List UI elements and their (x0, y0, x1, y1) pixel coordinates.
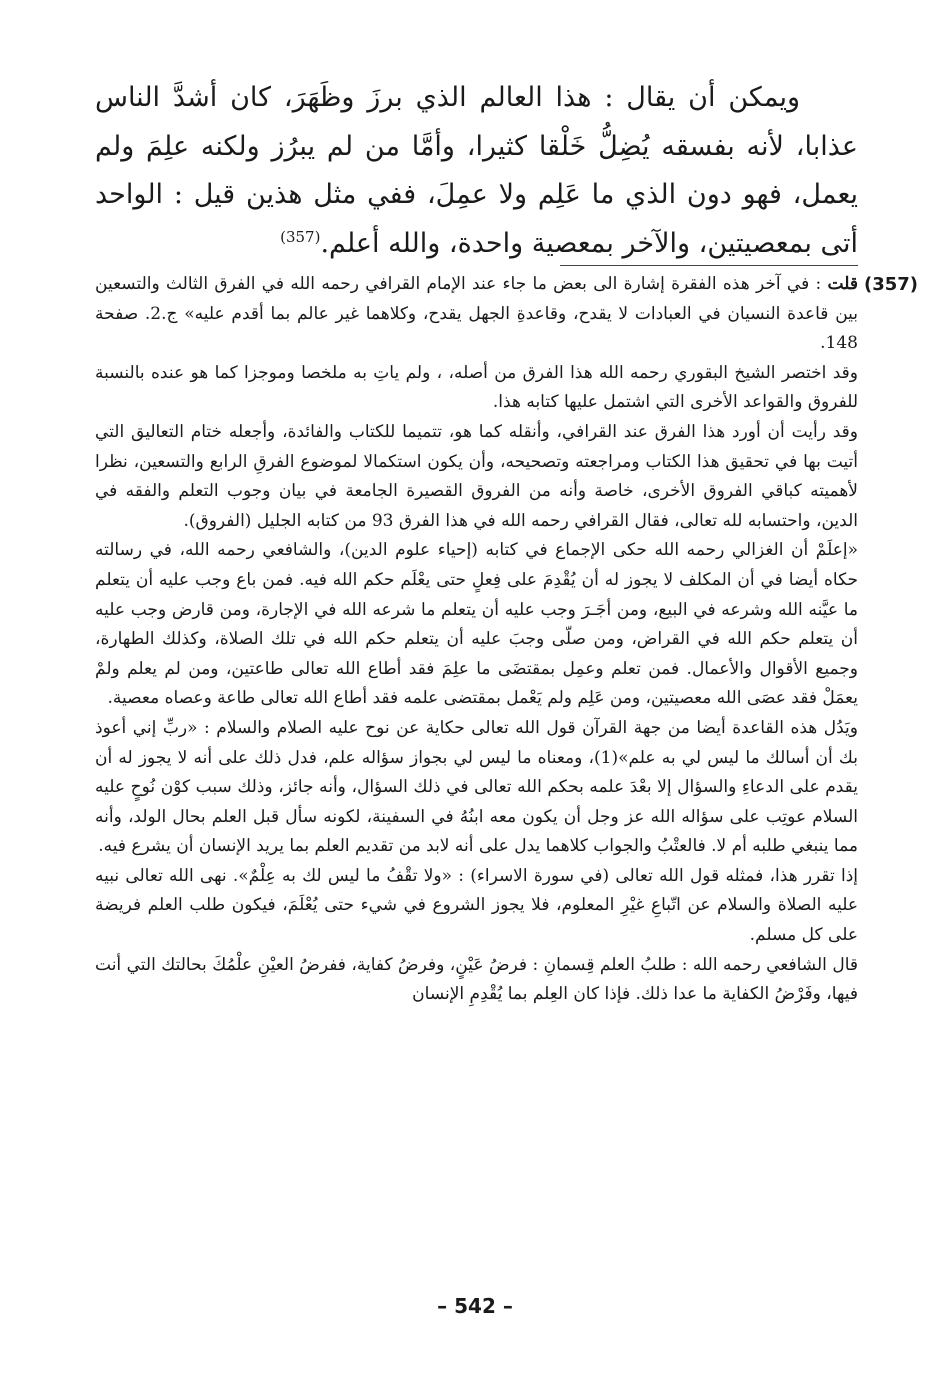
footnote-paragraph-5: ويَدُل هذه القاعدة أيضا من جهة القرآن قول الله تعالى حكاية عن نوح عليه الصلام والسلام : «ربِّ إني أعوذ بك أن أسالك ما ليس لي به علم»(1)، ومعناه ما ليس لي بجواز سؤاله علم، فدل ذلك على أنه لا يجوز له أن يقدم على الدعاءِ والسؤال إلا بعْدَ علمه بحكم الله تعالى في ذلك السؤال، وأنه جائز، وذلك سبب كوْن نُوحٍ عليه السلام عوتِب على سؤاله الله عز وجل أن يكون معه ابنُهُ في السفينة، لكونه سأل قبل العلم بحال الولد، وأنه مما ينبغي طلبه أم لا. فالعتْبُ والجواب كلاهما يدل على أنه لابد من تقديم العلم بما يريد الإنسان أن يشرع فيه. (95, 717, 858, 857)
main-paragraph (95, 74, 858, 268)
footnote-paragraph-2: وقد اختصر الشيخ البقوري رحمه الله هذا الفرق من أصله، ، ولم ياتِ به ملخصا وموجزا كما هو عنده بالنسبة للفروق والقواعد الأخرى التي اشتمل عليها كتابه هذا. (95, 362, 858, 413)
footnote-paragraph-7: قال الشافعي رحمه الله : طلبُ العلم قِسمانِ : فرضُ عَيْنٍ، وفرضُ كفاية، ففرضُ العيْنِ علْمُكَ بحالتك التي أنت فيها، وفَرْضُ الكفاية ما عدا ذلك. فإذا كان العِلم بما يُقْدِمِ الإنسان (95, 954, 858, 1005)
footnote-paragraph-6: إذا تقرر هذا، فمثله قول الله تعالى (في سورة الاسراء) : «ولا تقْفُ ما ليس لك به عِلْمٌ». نهى الله تعالى نبيه عليه الصلاة والسلام عن اتّباعِ غيْرِ المعلوم، فلا يجوز الشروع في شيء حتى يُعْلَمَ، فيكون طلب العلم فريضة على كل مسلم. (95, 865, 858, 946)
footnote-number: (357) (863, 274, 918, 295)
footnote-divider (560, 265, 858, 266)
footnote-lead-word: قلت (827, 274, 858, 294)
footnote-text: : في آخر هذه الفقرة إشارة الى بعض ما جاء عند الإمام القرافي رحمه الله في الفرق الثالث والتسعين بين قاعدة النسيان في العبادات لا يقدح، وقاعدةِ الجهل يقدح، وكلاهما غير عالم بما أقدم عليه» ج.2. صفحة 148. (95, 274, 858, 354)
footnote-reference: (357) (280, 227, 321, 246)
footnote-section (95, 270, 918, 1010)
footnote-paragraph-3: وقد رأيت أن أورد هذا الفرق عند القرافي، وأنقله كما هو، تتميما للكتاب والفائدة، وأجعله ختام التعاليق التي أتيت بها في تحقيق هذا الكتاب ومراجعته وتصحيحه، وأن يكون استكمالا لموضوع الفرقِ الرابع والتسعين، نظرا لأهميته كباقي الفروق الأخرى، خاصة وأنه من الفروق القصيرة الجامعة في بيان وجوب التعلم والفقه في الدين، واحتسابه لله تعالى، فقال القرافي رحمه الله في هذا الفرق 93 من كتابه الجليل (الفروق). (95, 421, 858, 531)
page-number: – 542 – (437, 1294, 513, 1318)
footnote-paragraph-4: «إعلَمْ أن الغزالي رحمه الله حكى الإجماع في كتابه (إحياء علوم الدين)، والشافعي رحمه الله، في رسالته حكاه أيضا في أن المكلف لا يجوز له أن يُقْدِمَ على فِعلٍ حتى يعْلَم حكم الله فيه. فمن باع وجب عليه أن يتعلم ما عيَّنه الله وشرعه في البيع، ومن أجَـرَ وجب عليه أن يتعلم ما شرعه الله في الإجارة، ومن قارض وجب عليه أن يتعلم حكم الله في القراض، ومن صلّى وجبَ عليه أن يتعلم حكم الله في تلك الصلاة، وكذلك الطهارة، وجميع الأقوال والأعمال. فمن تعلم وعمِل بمقتضَى ما علِمَ فقد أطاع الله تعالى طاعتين، ومن لم يعلم ولمْ يعمَلْ فقد عصَى الله معصيتين، ومن عَلِم ولم يَعْمل بمقتضى علمه فقد أطاع الله تعالى طاعة وعصاه معصية. (95, 540, 859, 709)
main-text (95, 74, 858, 268)
main-paragraph-text: ويمكن أن يقال : هذا العالم الذي برزَ وظَهَرَ، كان أشدَّ الناس عذابا، لأنه بفسقه يُضِلُّ خَلْقا كثيرا، وأمَّا من لم يبرُز ولكنه علِمَ ولم يعمل، فهو دون الذي ما عَلِم ولا عمِلَ، ففي مثل هذين قيل : الواحد أتى بمعصيتين، والآخر بمعصية واحدة، والله أعلم. (95, 82, 858, 259)
footnote-paragraph-1 (95, 270, 918, 359)
